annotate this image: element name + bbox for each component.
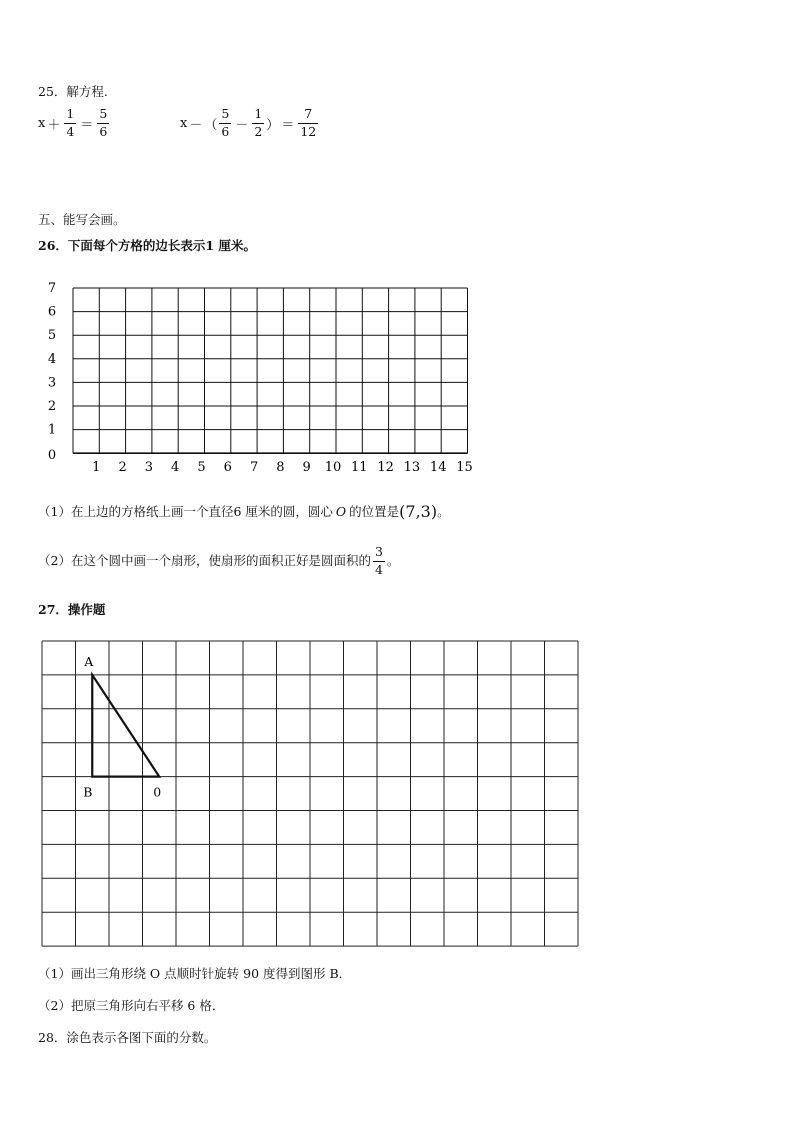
q26-x-axis-labels <box>92 460 473 475</box>
eq2-frac1-num: 5 <box>221 106 230 121</box>
q26-part2-prefix: （2）在这个圆中画一个扇形，使扇形的面积正好是圆面积的 <box>38 552 371 568</box>
q26-x-label: 2 <box>118 460 127 476</box>
eq2-frac3-num: 7 <box>304 106 313 121</box>
q26-x-label: 9 <box>302 460 311 476</box>
q26-y-label: 1 <box>47 422 57 438</box>
q26-x-label: 6 <box>223 460 232 476</box>
eq2-rparen: ） <box>266 117 280 133</box>
eq2-frac1-den: 6 <box>221 123 230 139</box>
q27-label-a: A <box>84 653 94 669</box>
q26-part2-frac <box>373 546 385 576</box>
q26-part1 <box>38 504 450 520</box>
eq2-var: x <box>180 115 188 131</box>
q26-part2 <box>38 546 399 576</box>
q26-part1-end: 。 <box>437 503 450 519</box>
eq1-frac1-den: 4 <box>66 123 75 139</box>
q27-grid-figure <box>40 639 580 949</box>
q26-part1-mid: 的位置是 <box>349 503 400 519</box>
q26-y-label: 0 <box>47 448 57 464</box>
eq1-frac2-num: 5 <box>99 106 108 121</box>
q26-x-label: 13 <box>403 460 421 476</box>
eq2-equals: ＝ <box>281 117 295 133</box>
eq2-lparen: （ <box>204 117 218 133</box>
eq1-var: x <box>38 115 46 131</box>
q26-x-label: 11 <box>351 460 368 476</box>
eq1-frac1-num: 1 <box>66 106 75 121</box>
q26-part2-end: 。 <box>386 552 400 568</box>
q26-part2-den: 4 <box>374 561 383 577</box>
q26-x-label: 3 <box>144 460 154 476</box>
eq1-plus: ＋ <box>47 117 61 133</box>
q26-part2-num: 3 <box>374 544 383 559</box>
eq1-frac1 <box>64 108 76 138</box>
q25-title: 25．解方程. <box>38 84 108 99</box>
q26-part1-coord: (7,3) <box>399 502 438 521</box>
q27-label-o: 0 <box>153 784 162 800</box>
eq2-frac2-den: 2 <box>254 123 263 139</box>
q27-title: 27．操作题 <box>38 602 106 617</box>
section-5-title: 五、能写会画。 <box>38 212 126 227</box>
q27-label-b: B <box>83 784 93 800</box>
eq2-minus: － <box>189 117 203 133</box>
q26-y-label: 6 <box>47 304 57 320</box>
q26-x-label: 14 <box>429 460 447 476</box>
eq2-frac2 <box>252 108 264 138</box>
eq2-frac3 <box>298 108 318 138</box>
q26-y-label: 2 <box>47 399 57 414</box>
q26-x-label: 4 <box>171 460 180 476</box>
eq1-equals: ＝ <box>80 117 94 133</box>
eq1-frac2-den: 6 <box>99 123 108 139</box>
q26-x-label: 8 <box>276 460 285 476</box>
q27-part2: （2）把原三角形向右平移 6 格． <box>38 998 225 1013</box>
q28-title: 28．涂色表示各图下面的分数。 <box>38 1030 217 1045</box>
equation-2 <box>180 108 320 138</box>
q26-y-label: 4 <box>47 351 57 367</box>
q26-x-label: 7 <box>249 460 259 476</box>
q26-x-label: 10 <box>324 460 342 476</box>
q26-grid-figure <box>40 275 490 480</box>
q26-part1-prefix: （1）在上边的方格纸上画一个直径6 厘米的圆，圆心 <box>38 503 333 519</box>
q26-y-label: 3 <box>47 375 57 391</box>
equation-1 <box>38 108 111 138</box>
eq2-frac1 <box>219 108 231 138</box>
eq2-frac3-den: 12 <box>300 123 317 139</box>
q26-y-axis-labels <box>48 281 56 463</box>
q26-part1-var: O <box>335 503 347 519</box>
q26-x-label: 1 <box>92 460 101 476</box>
q26-grid-lines <box>73 288 468 453</box>
eq1-frac2 <box>97 108 109 138</box>
q26-x-label: 12 <box>377 460 394 476</box>
q26-x-label: 15 <box>456 460 473 476</box>
q26-y-label: 7 <box>47 281 57 296</box>
q27-grid-lines <box>42 641 578 946</box>
eq2-frac2-num: 1 <box>254 106 263 121</box>
eq2-inner-minus: － <box>235 117 249 133</box>
q26-y-label: 5 <box>47 328 57 344</box>
q26-title: 26．下面每个方格的边长表示1 厘米。 <box>38 238 256 253</box>
q26-x-label: 5 <box>197 460 206 476</box>
q27-triangle <box>92 675 159 777</box>
q27-part1: （1）画出三角形绕 O 点顺时针旋转 90 度得到图形 B． <box>38 966 352 981</box>
